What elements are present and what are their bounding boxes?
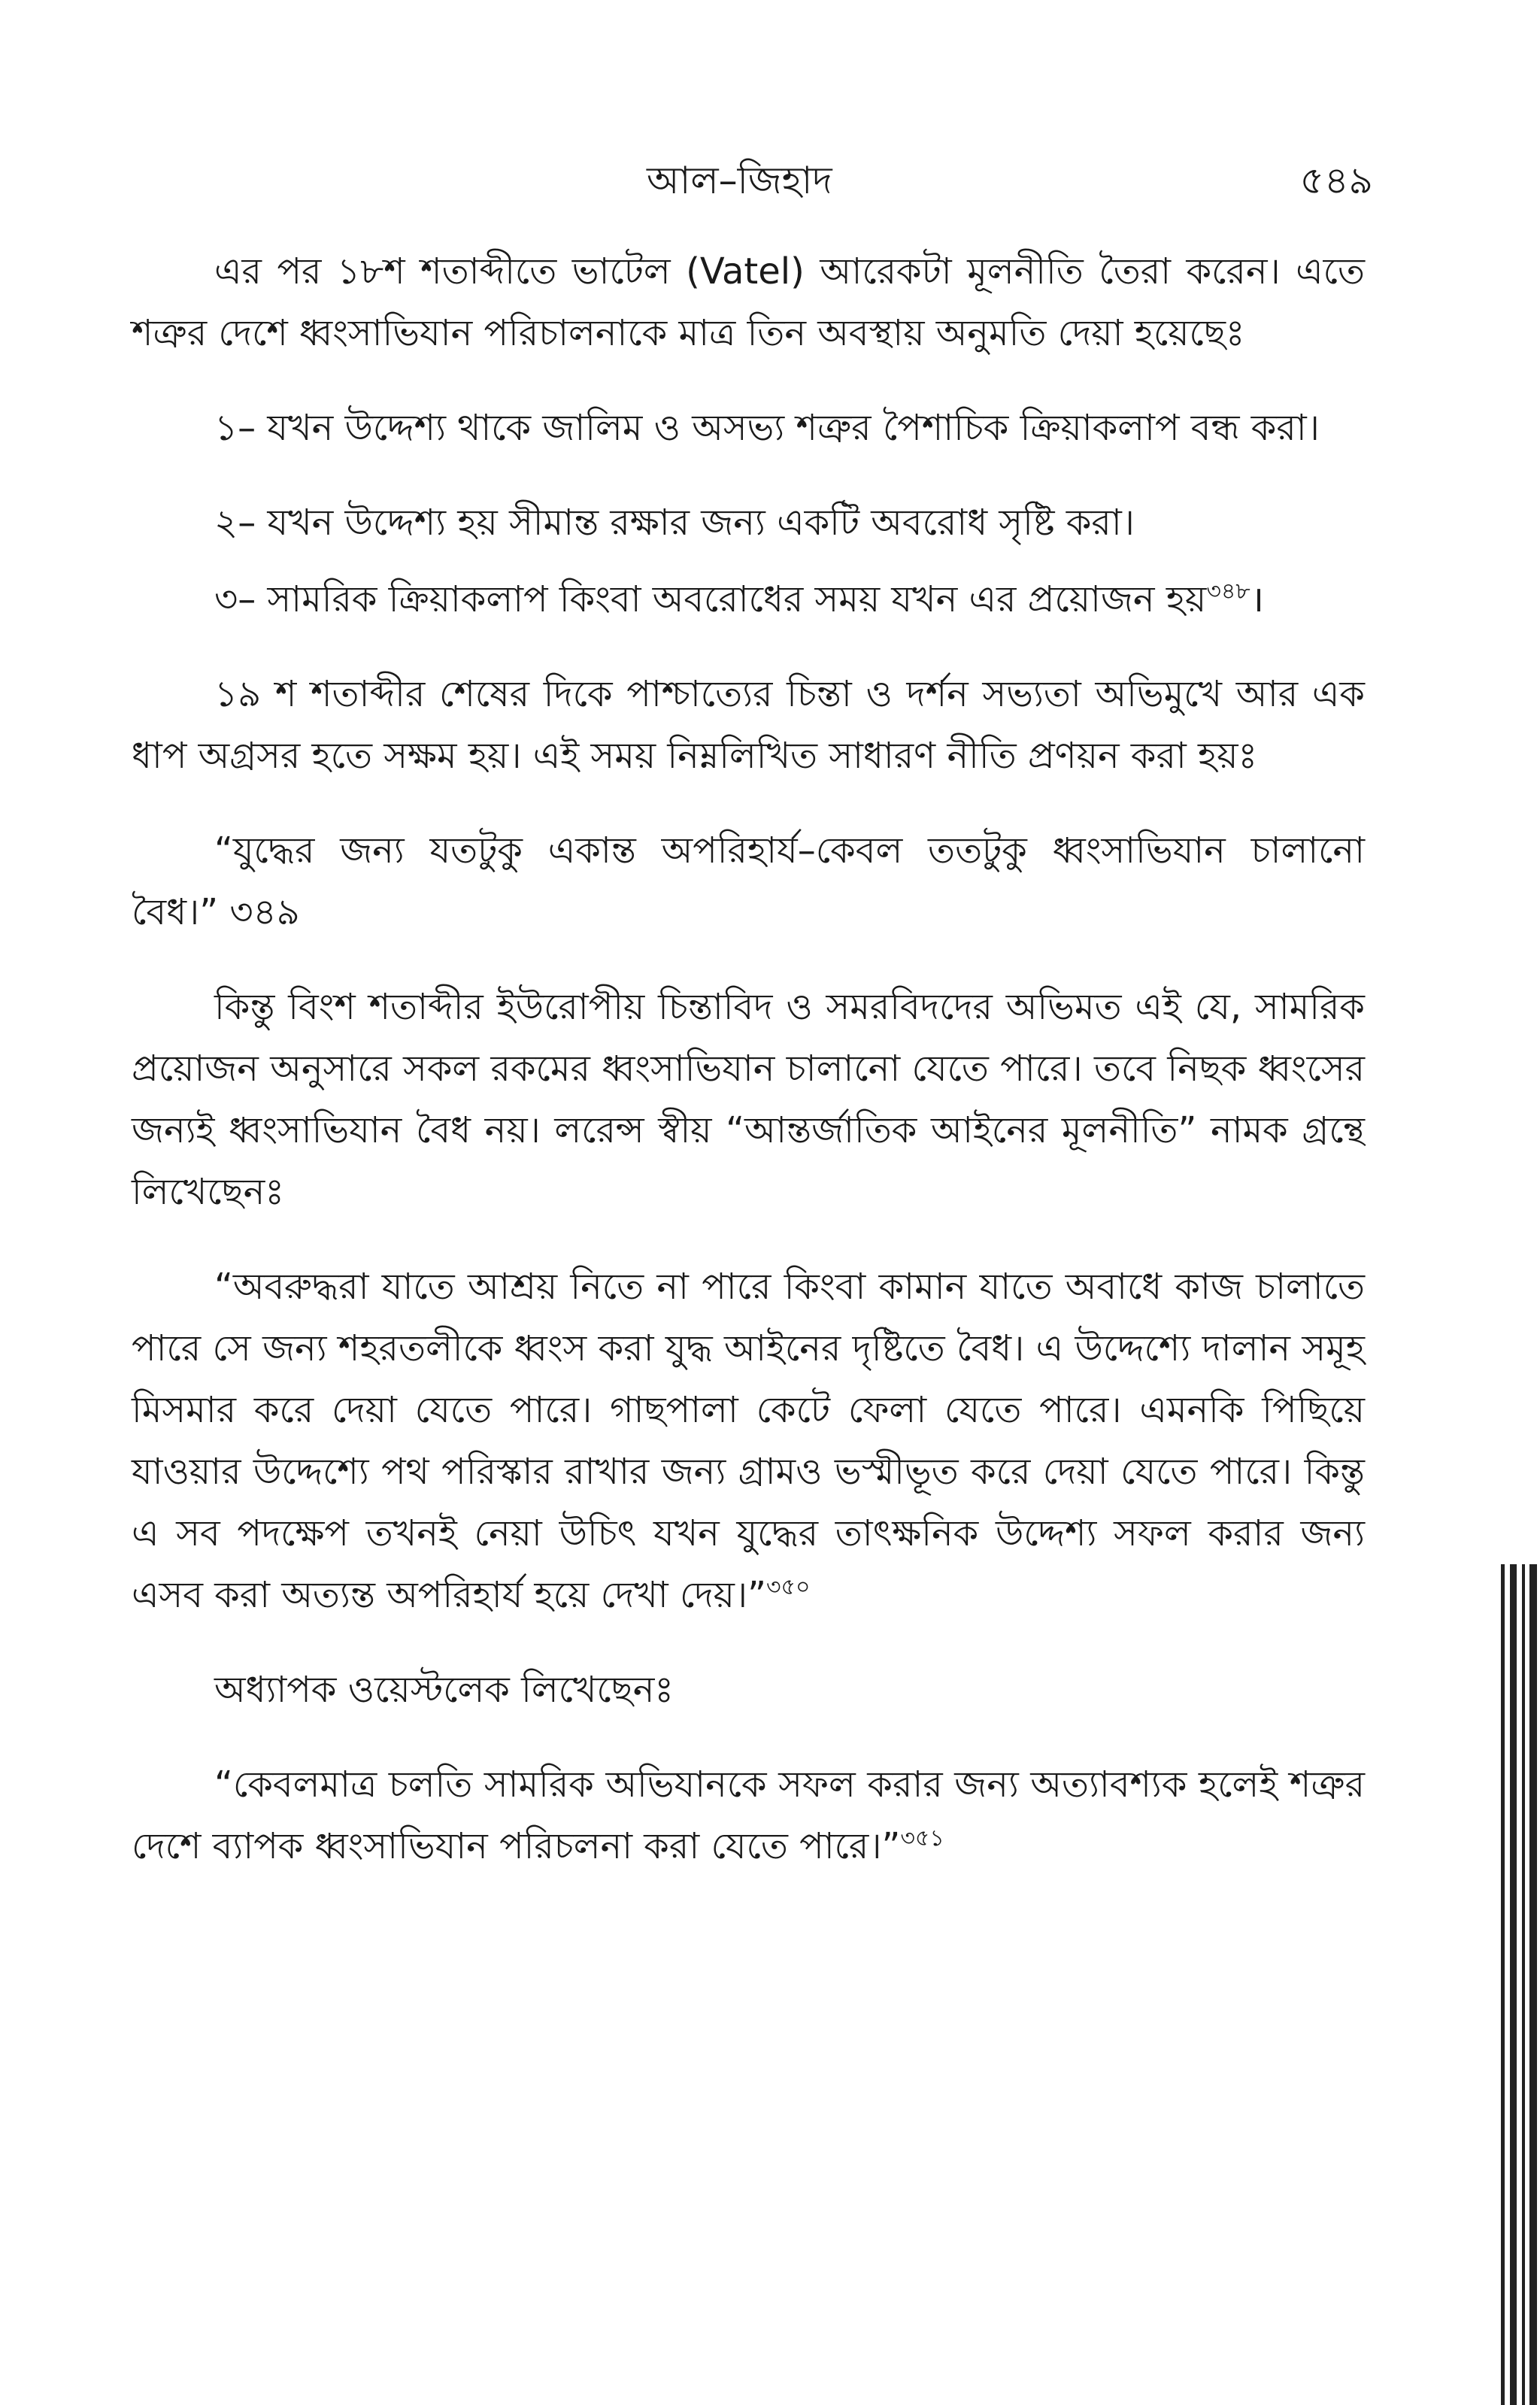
paragraph-text: ২– যখন উদ্দেশ্য হয় সীমান্ত রক্ষার জন্য একটি অবরোধ সৃষ্টি করা। <box>214 502 1135 544</box>
paragraph-text: “অবরুদ্ধরা যাতে আশ্রয় নিতে না পারে কিংবা কামান যাতে অবাধে কাজ চালাতে পারে সে জন্য শহরতলীকে ধ্বংস করা যুদ্ধ আইনের দৃষ্টিতে বৈধ। এ উদ্দেশ্যে দালান সমূহ মিসমার করে দেয়া যেতে পারে। গাছপালা কেটে ফেলা যেতে পারে। এমনকি পিছিয়ে যাওয়ার উদ্দেশ্যে পথ পরিস্কার রাখার জন্য গ্রামও ভস্মীভূত করে দেয়া যেতে পারে। কিন্তু এ সব পদক্ষেপ তখনই নেয়া উচিৎ যখন যুদ্ধের তাৎক্ষনিক উদ্দেশ্য সফল করার জন্য এসব করা অত্যন্ত অপরিহার্য হয়ে দেখা দেয়।” <box>132 1266 1365 1616</box>
paragraph-text: । <box>1250 578 1264 620</box>
paragraph-text: ৩– সামরিক ক্রিয়াকলাপ কিংবা অবরোধের সময় যখন এর প্রয়োজন হয় <box>214 578 1207 620</box>
paragraph-text: ১– যখন উদ্দেশ্য থাকে জালিম ও অসভ্য শত্রুর পৈশাচিক ক্রিয়াকলাপ বন্ধ করা। <box>214 407 1320 449</box>
page-number: ৫৪৯ <box>1299 159 1373 202</box>
body-text <box>132 241 1365 1910</box>
paragraph <box>132 1659 1365 1721</box>
quote-paragraph <box>132 820 1365 943</box>
list-item <box>132 492 1365 553</box>
paragraph-text: ১৯ শ শতাব্দীর শেষের দিকে পাশ্চাত্যের চিন্তা ও দর্শন সভ্যতা অভিমুখে আর এক ধাপ অগ্রসর হতে সক্ষম হয়। এই সময় নিম্নলিখিত সাধারণ নীতি প্রণয়ন করা হয়ঃ <box>132 673 1365 777</box>
footnote-ref: ৩৫০ <box>765 1574 811 1600</box>
paragraph <box>132 976 1365 1223</box>
list-item <box>132 397 1365 459</box>
paragraph-text: এর পর ১৮শ শতাব্দীতে ভাটেল (Vatel) আরেকটা মূলনীতি তৈরা করেন। এতে শত্রুর দেশে ধ্বংসাভিযান পরিচালনাকে মাত্র তিন অবস্থায় অনুমতি দেয়া হয়েছেঃ <box>132 250 1365 354</box>
running-header <box>0 154 1540 207</box>
paragraph-text: “কেবলমাত্র চলতি সামরিক অভিযানকে সফল করার জন্য অত্যাবশ্যক হলেই শত্রুর দেশে ব্যাপক ধ্বংসাভিযান পরিচলনা করা যেতে পারে।” <box>132 1764 1365 1867</box>
footnote-ref: ৩৪৮ <box>1206 578 1250 605</box>
paragraph <box>132 241 1365 364</box>
paragraph-text: অধ্যাপক ওয়েস্টলেক লিখেছেনঃ <box>214 1669 675 1711</box>
running-title: আল–জিহাদ <box>647 159 832 202</box>
list-item <box>132 569 1365 630</box>
quote-paragraph <box>132 1754 1365 1877</box>
footnote-ref: ৩৫১ <box>900 1825 944 1852</box>
paragraph <box>132 663 1365 787</box>
scan-edge-shadow <box>1496 1564 1540 2405</box>
quote-paragraph <box>132 1256 1365 1626</box>
paragraph-text: “যুদ্ধের জন্য যতটুকু একান্ত অপরিহার্য–কেবল ততটুকু ধ্বংসাভিযান চালানো বৈধ।” ৩৪৯ <box>132 829 1365 933</box>
paragraph-text: কিন্তু বিংশ শতাব্দীর ইউরোপীয় চিন্তাবিদ ও সমরবিদদের অভিমত এই যে, সামরিক প্রয়োজন অনুসারে সকল রকমের ধ্বংসাভিযান চালানো যেতে পারে। তবে নিছক ধ্বংসের জন্যই ধ্বংসাভিযান বৈধ নয়। লরেন্স স্বীয় “আন্তর্জাতিক আইনের মূলনীতি” নামক গ্রন্থে লিখেছেনঃ <box>132 986 1365 1213</box>
